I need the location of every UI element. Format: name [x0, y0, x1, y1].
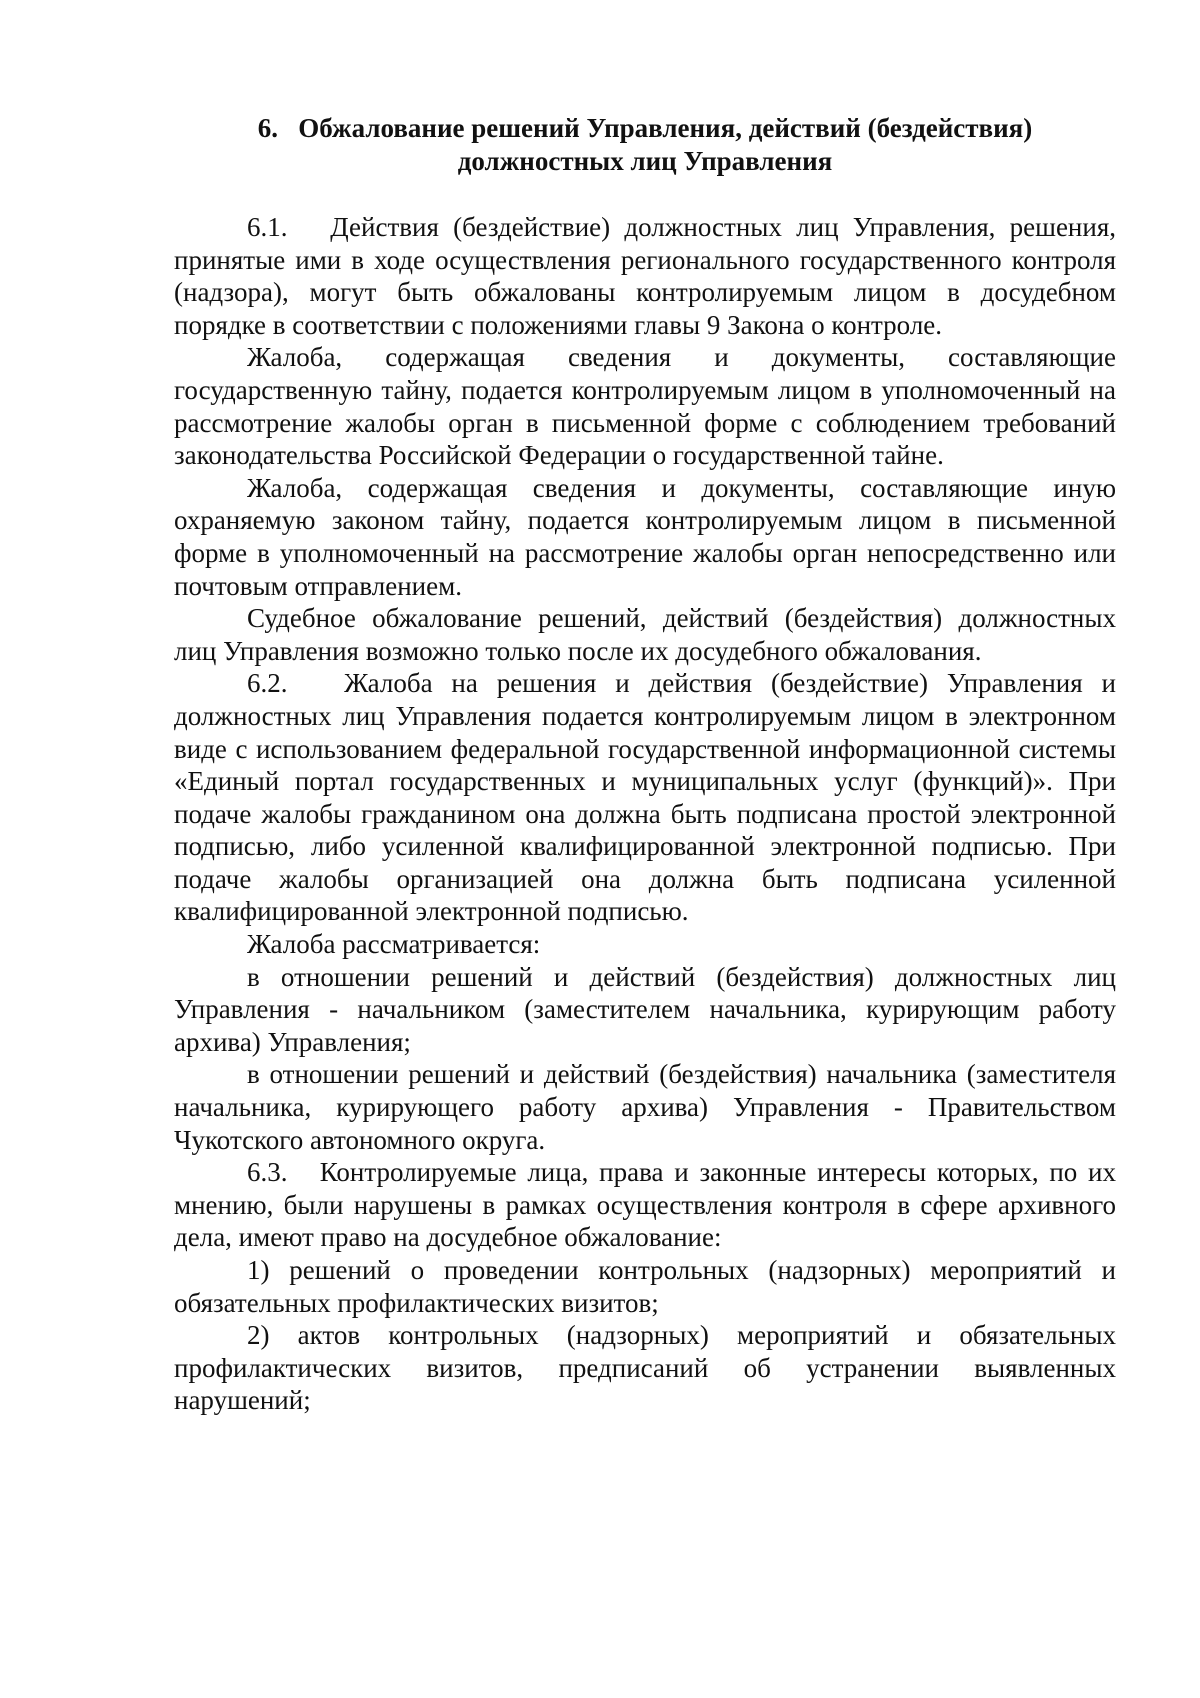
- list-item-1: 1) решений о проведении контрольных (надзорных) мероприятий и обязательных профилактических визитов;: [174, 1255, 1116, 1318]
- paragraph-state-secret-complaint: Жалоба, содержащая сведения и документы, составляющие государственную тайну, подается контролируемым лицом в уполномоченный на рассмотрение жалобы орган в письменной форме с соблюдением требований законодательства Российской Федерации о государственной тайне.: [174, 342, 1116, 471]
- section-heading-line-2: должностных лиц Управления: [457, 145, 833, 176]
- paragraph-6-2: 6.2. Жалоба на решения и действия (бездействие) Управления и должностных лиц Управления подается контролируемым лицом в электронном виде с использованием федеральной государственной информационной системы «Единый портал государственных и муниципальных услуг (функций)». При подаче жалобы гражданином она должна быть подписана простой электронной подписью, либо усиленной квалифицированной электронной подписью. При подаче жалобы организацией она должна быть подписана усиленной квалифицированной электронной подписью.: [174, 668, 1116, 927]
- paragraph-review-head: в отношении решений и действий (бездействия) начальника (заместителя начальника, курирующего работу архива) Управления - Правительством Чукотского автономного округа.: [174, 1059, 1116, 1155]
- paragraph-protected-secret-complaint: Жалоба, содержащая сведения и документы, составляющие иную охраняемую законом тайну, подается контролируемым лицом в письменной форме в уполномоченный на рассмотрение жалобы орган непосредственно или почтовым отправлением.: [174, 472, 1116, 601]
- document-body: [174, 112, 1116, 1417]
- section-heading: [174, 112, 1116, 177]
- paragraph-6-1: 6.1. Действия (бездействие) должностных лиц Управления, решения, принятые ими в ходе осуществления регионального государственного контроля (надзора), могут быть обжалованы контролируемым лицом в досудебном порядке в соответствии с положениями главы 9 Закона о контроле.: [174, 212, 1116, 340]
- paragraph-6-3: 6.3. Контролируемые лица, права и законные интересы которых, по их мнению, были нарушены в рамках осуществления контроля в сфере архивного дела, имеют право на досудебное обжалование:: [174, 1157, 1116, 1253]
- section-heading-line-1: 6. Обжалование решений Управления, действий (бездействия): [257, 113, 1033, 143]
- paragraph-review-officials: в отношении решений и действий (бездействия) должностных лиц Управления - начальником (заместителем начальника, курирующим работу архива) Управления;: [174, 961, 1116, 1057]
- list-item-2: 2) актов контрольных (надзорных) мероприятий и обязательных профилактических визитов, предписаний об устранении выявленных нарушений;: [174, 1320, 1116, 1416]
- paragraph-complaint-review: Жалоба рассматривается:: [247, 929, 541, 960]
- paragraph-judicial-appeal: Судебное обжалование решений, действий (бездействия) должностных лиц Управления возможно только после их досудебного обжалования.: [174, 603, 1116, 666]
